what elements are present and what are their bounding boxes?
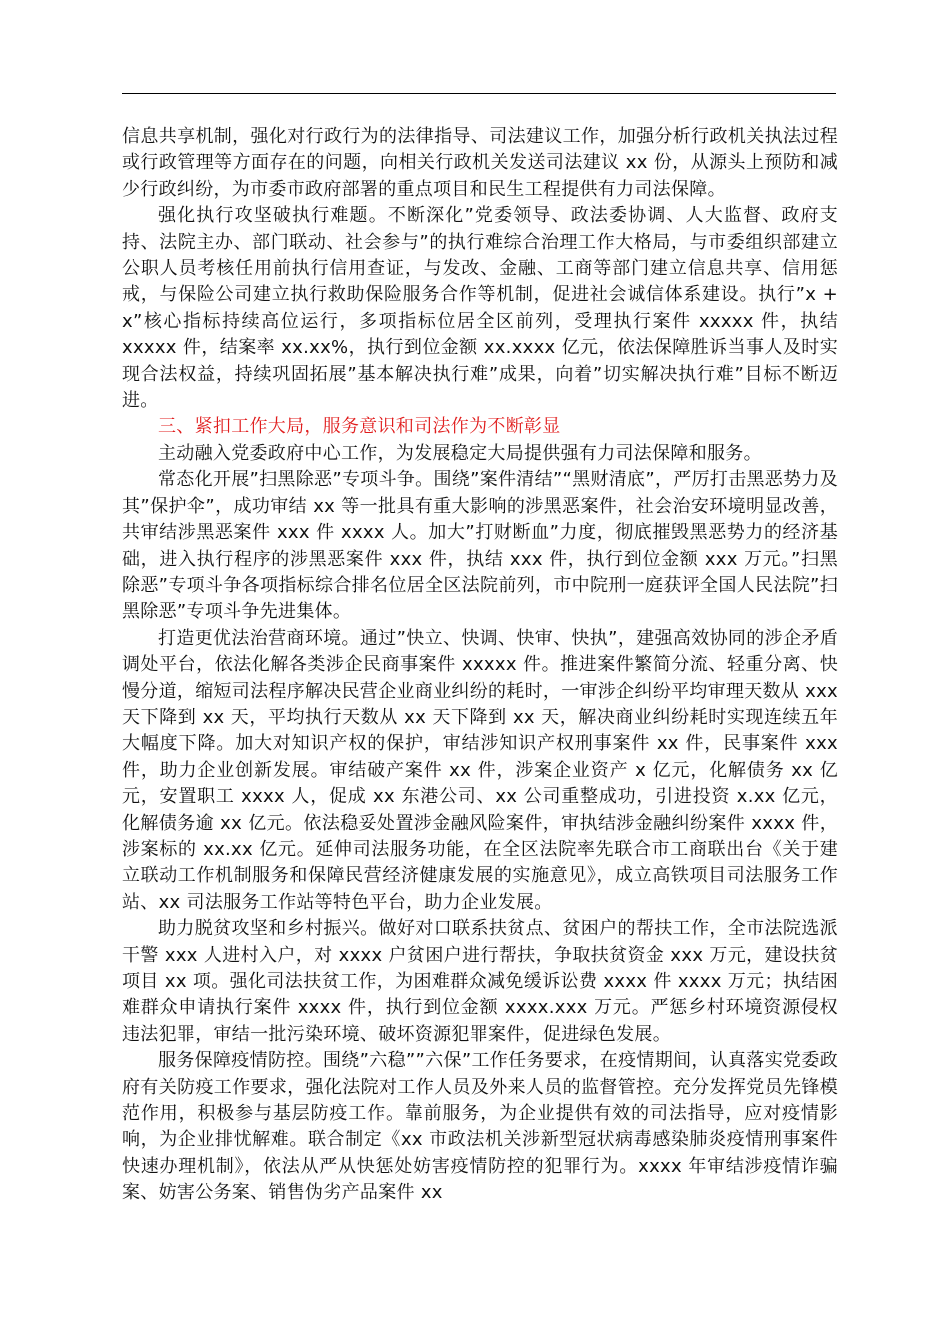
header-rule — [122, 93, 836, 94]
paragraph-poverty-alleviation: 助力脱贫攻坚和乡村振兴。做好对口联系扶贫点、贫困户的帮扶工作，全市法院选派干警 xxx 人进村入户，对 xxxx 户贫困户进行帮扶，争取扶贫资金 xxx 万元，建设扶贫项目 xx 项。强化司法扶贫工作，为困难群众减免缓诉讼费 xxxx 件 xxxx 万元；执结困难群众申请执行案件 xxxx 件，执行到位金额 xxxx.xxx 万元。严惩乡村环境资源侵权违法犯罪，审结一批污染环境、破坏资源犯罪案件，促进绿色发展。 — [122, 918, 838, 1045]
paragraph-anti-crime: 常态化开展”扫黑除恶”专项斗争。围绕”案件清结”“黑财清底”，严厉打击黑恶势力及其”保护伞”，成功审结 xx 等一批具有重大影响的涉黑恶案件，社会治安环境明显改善，共审结涉黑恶案件 xxx 件 xxxx 人。加大”打财断血”力度，彻底摧毁黑恶势力的经济基础，进入执行程序的涉黑恶案件 xxx 件，执结 xxx 件，执行到位金额 xxx 万元。”扫黑除恶”专项斗争各项指标综合排名位居全区法院前列，市中院刑一庭获评全国人民法院”扫黑除恶”专项斗争先进集体。 — [122, 469, 838, 623]
paragraph-enforcement: 强化执行攻坚破执行难题。不断深化”党委领导、政法委协调、人大监督、政府支持、法院主办、部门联动、社会参与”的执行难综合治理工作大格局，与市委组织部建立公职人员考核任用前执行信用查证，与发改、金融、工商等部门建立信息共享、信用惩戒，与保险公司建立执行救助保险服务合作等机制，促进社会诚信体系建设。执行”x + x”核心指标持续高位运行，多项指标位居全区前列，受理执行案件 xxxxx 件，执结 xxxxx 件，结案率 xx.xx%，执行到位金额 xx.xxxx 亿元，依法保障胜诉当事人及时实现合法权益，持续巩固拓展”基本解决执行难”成果，向着”切实解决执行难”目标不断迈进。 — [122, 205, 838, 412]
paragraph-epidemic: 服务保障疫情防控。围绕”六稳””六保”工作任务要求，在疫情期间，认真落实党委政府有关防疫工作要求，强化法院对工作人员及外来人员的监督管控。充分发挥党员先锋模范作用，积极参与基层防疫工作。靠前服务，为企业提供有效的司法指导，应对疫情影响，为企业排忧解难。联合制定《xx 市政法机关涉新型冠状病毒感染肺炎疫情刑事案件快速办理机制》，依法从严从快惩处妨害疫情防控的犯罪行为。xxxx 年审结涉疫情诈骗案、妨害公务案、销售伪劣产品案件 xx — [122, 1050, 838, 1204]
paragraph-intro: 主动融入党委政府中心工作，为发展稳定大局提供强有力司法保障和服务。 — [158, 442, 762, 464]
section-heading: 三、紧扣工作大局，服务意识和司法作为不断彰显 — [158, 416, 561, 438]
document-body — [122, 124, 838, 1207]
paragraph-business-environment: 打造更优法治营商环境。通过”快立、快调、快审、快执”，建强高效协同的涉企矛盾调处平台，依法化解各类涉企民商事案件 xxxxx 件。推进案件繁简分流、轻重分离、快慢分道，缩短司法程序解决民营企业商业纠纷的耗时，一审涉企纠纷平均审理天数从 xxx 天下降到 xx 天，平均执行天数从 xx 天下降到 xx 天，解决商业纠纷耗时实现连续五年大幅度下降。加大对知识产权的保护，审结涉知识产权刑事案件 xx 件，民事案件 xxx 件，助力企业创新发展。审结破产案件 xx 件，涉案企业资产 x 亿元，化解债务 xx 亿元，安置职工 xxxx 人，促成 xx 东港公司、xx 公司重整成功，引进投资 x.xx 亿元，化解债务逾 xx 亿元。依法稳妥处置涉金融风险案件，审执结涉金融纠纷案件 xxxx 件，涉案标的 xx.xx 亿元。延伸司法服务功能，在全区法院率先联合市工商联出台《关于建立联动工作机制服务和保障民营经济健康发展的实施意见》，成立高铁项目司法服务工作站、xx 司法服务工作站等特色平台，助力企业发展。 — [122, 627, 838, 913]
paragraph-info-sharing: 信息共享机制，强化对行政行为的法律指导、司法建议工作，加强分析行政机关执法过程或行政管理等方面存在的问题，向相关行政机关发送司法建议 xx 份，从源头上预防和减少行政纠纷，为市委市政府部署的重点项目和民生工程提供有力司法保障。 — [122, 126, 838, 200]
